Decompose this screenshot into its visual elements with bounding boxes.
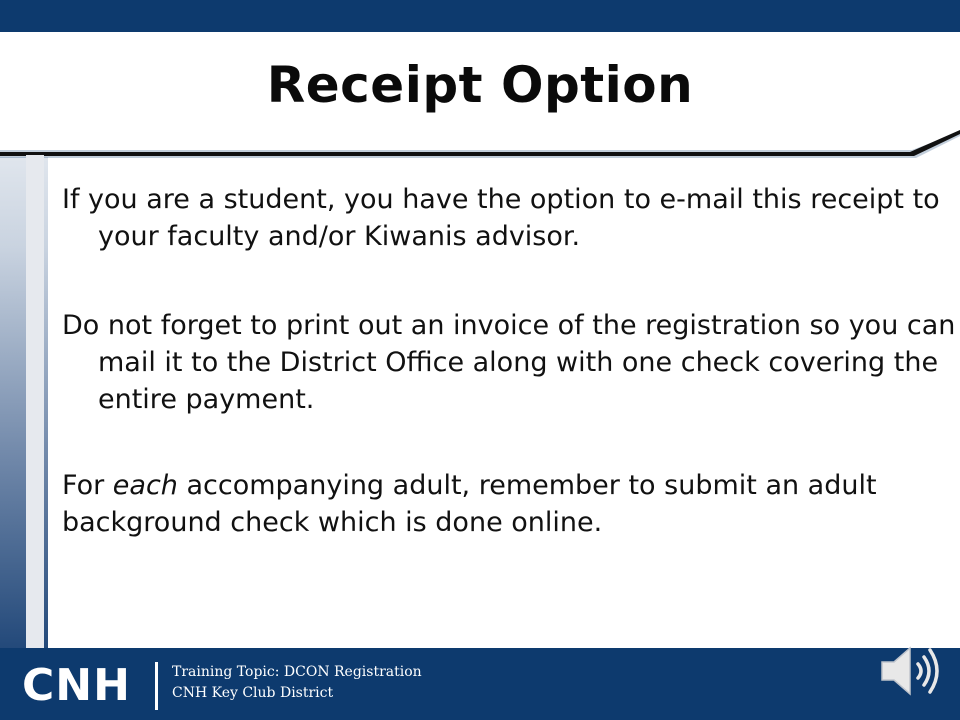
paragraph-background-check	[62, 467, 942, 541]
paragraph-print-invoice: Do not forget to print out an invoice of the registration so you can mail it to the District Office along with one check covering the entire payment.	[62, 310, 956, 415]
footer-divider	[155, 662, 158, 710]
paragraph-student-receipt: If you are a student, you have the option to e-mail this receipt to your faculty and/or Kiwanis advisor.	[62, 184, 940, 252]
left-strip-panel	[26, 155, 44, 648]
footer-training-topic: Training Topic: DCON Registration	[172, 664, 422, 680]
top-bar	[0, 0, 960, 32]
footer-bar	[0, 648, 960, 720]
p3-emphasis: each	[112, 470, 178, 501]
cnh-logo: CNH	[22, 660, 131, 711]
footer-district: CNH Key Club District	[172, 685, 334, 701]
p3-text-after: accompanying adult, remember to submit an adult background check which is done online.	[62, 470, 877, 538]
speaker-icon[interactable]	[878, 642, 944, 700]
p3-text-before: For	[62, 470, 113, 501]
slide-title: Receipt Option	[266, 56, 694, 114]
